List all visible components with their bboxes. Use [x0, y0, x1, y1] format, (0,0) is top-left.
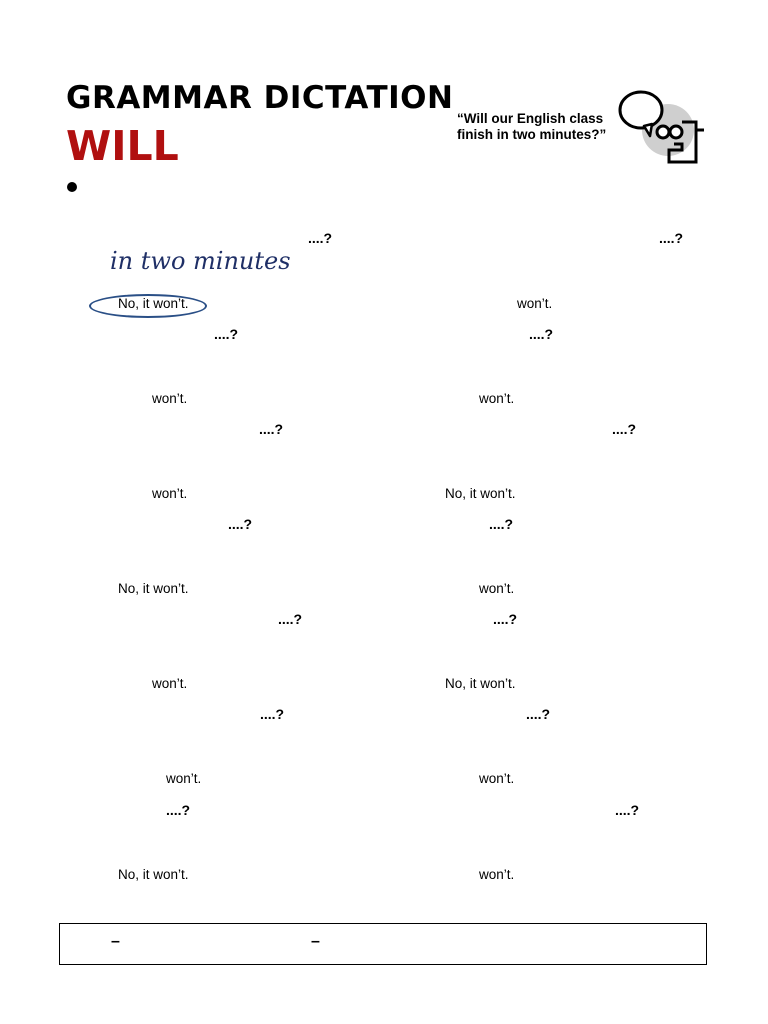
- question-ending: ....?: [612, 421, 637, 437]
- question-ending: ....?: [489, 516, 514, 532]
- answer-text: won’t.: [479, 581, 515, 596]
- answer-text: No, it won’t.: [445, 486, 516, 501]
- question-ending: ....?: [526, 706, 551, 722]
- question-ending: ....?: [259, 421, 284, 437]
- answer-text: No, it won’t.: [445, 676, 516, 691]
- question-ending: ....?: [308, 230, 333, 246]
- question-ending: ....?: [493, 611, 518, 627]
- answer-text: won’t.: [152, 486, 188, 501]
- answer-text: No, it won’t.: [118, 581, 189, 596]
- answer-text: won’t.: [517, 296, 553, 311]
- glasses-left-lens: [657, 126, 669, 138]
- handwritten-phrase: in two minutes: [110, 247, 291, 275]
- question-ending: ....?: [529, 326, 554, 342]
- glasses-right-lens: [670, 126, 682, 138]
- question-ending: ....?: [166, 802, 191, 818]
- teacher-quote: [457, 111, 606, 143]
- answer-text: won’t.: [152, 391, 188, 406]
- footer-dash: –: [311, 933, 320, 950]
- teacher-quote-line-2: finish in two minutes?”: [457, 127, 607, 142]
- footer-dash: –: [111, 933, 120, 950]
- question-ending: ....?: [260, 706, 285, 722]
- question-ending: ....?: [615, 802, 640, 818]
- question-ending: ....?: [228, 516, 253, 532]
- worksheet-subtitle: WILL: [66, 122, 179, 170]
- answer-text: won’t.: [479, 867, 515, 882]
- teacher-quote-line-1: “Will our English class: [457, 111, 604, 126]
- circled-answer: No, it won’t.: [118, 296, 189, 311]
- answer-text: won’t.: [166, 771, 202, 786]
- speech-bubble-icon: [620, 92, 662, 128]
- answer-text: won’t.: [479, 391, 515, 406]
- worksheet-title: GRAMMAR DICTATION: [66, 80, 454, 116]
- teacher-face-icon: [614, 88, 708, 170]
- answer-text: won’t.: [479, 771, 515, 786]
- footer-box: [59, 923, 707, 965]
- question-ending: ....?: [278, 611, 303, 627]
- question-ending: ....?: [659, 230, 684, 246]
- bullet-point: [67, 182, 77, 192]
- answer-text: won’t.: [152, 676, 188, 691]
- answer-text: No, it won’t.: [118, 867, 189, 882]
- question-ending: ....?: [214, 326, 239, 342]
